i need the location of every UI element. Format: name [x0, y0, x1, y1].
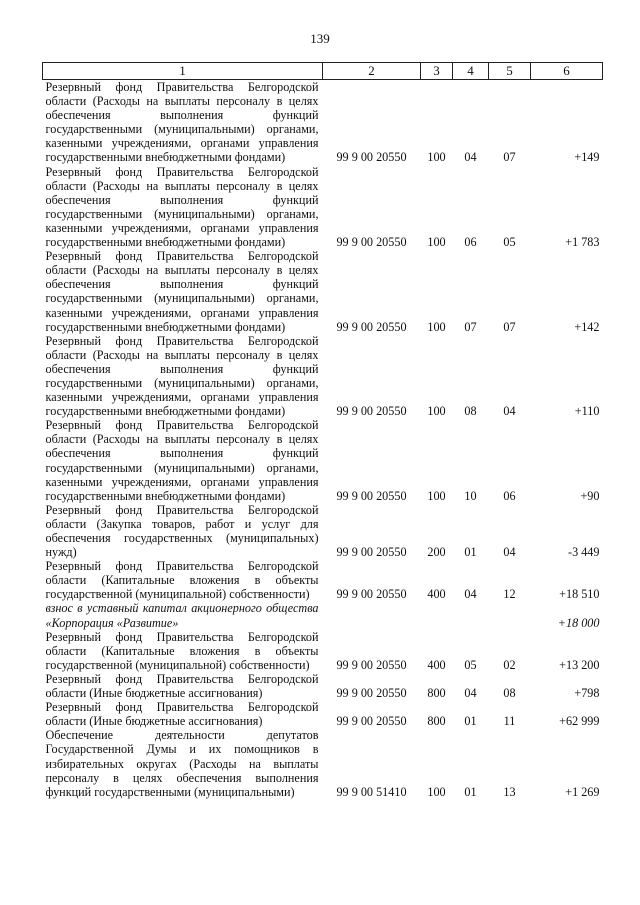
row-expense-type [421, 601, 453, 629]
row-amount: +110 [574, 404, 600, 419]
row-subsection: 04 [503, 404, 516, 419]
row-description: Резервный фонд Правительства Белгородской области (Расходы на выплаты персоналу в целях обеспечения выполнения функций государственными (муниципальными) органами, казенными учреждениями, органами управления государственными внебюджетными фондами) [45, 418, 319, 503]
row-amount: +18 000 [557, 615, 600, 630]
row-description: Резервный фонд Правительства Белгородской области (Расходы на выплаты персоналу в целях обеспечения выполнения функций государственными (муниципальными) органами, казенными учреждениями, органами управления государственными внебюджетными фондами) [45, 333, 319, 419]
row-subsection: 07 [503, 150, 516, 165]
row-subsection: 07 [503, 319, 516, 334]
row-amount: +90 [580, 488, 600, 503]
row-expense-type: 100 [427, 319, 446, 334]
row-subsection: 08 [503, 686, 516, 701]
table-row [43, 503, 603, 559]
row-description: Резервный фонд Правительства Белгородской области (Иные бюджетные ассигнования) [45, 700, 319, 729]
row-amount: +13 200 [559, 657, 600, 672]
row-target-code: 99 9 00 20550 [336, 545, 407, 560]
row-subsection: 02 [503, 657, 516, 672]
row-amount: +1 269 [565, 784, 600, 799]
table-row [43, 165, 603, 250]
row-target-code: 99 9 00 20550 [336, 686, 407, 701]
row-description: Резервный фонд Правительства Белгородской области (Расходы на выплаты персоналу в целях обеспечения выполнения функций государственными (муниципальными) органами, казенными учреждениями, органами управления государственными внебюджетными фондами) [45, 164, 319, 250]
row-expense-type: 100 [427, 150, 446, 165]
header-col-2: 2 [323, 63, 421, 80]
row-description: Резервный фонд Правительства Белгородской области (Капитальные вложения в объекты государственной (муниципальной) собственности) [45, 559, 319, 602]
row-subsection: 04 [503, 545, 516, 560]
row-expense-type: 100 [427, 404, 446, 419]
header-col-1: 1 [43, 63, 323, 80]
row-subsection: 13 [503, 784, 516, 799]
row-description: Резервный фонд Правительства Белгородской области (Иные бюджетные ассигнования) [45, 671, 319, 701]
row-section: 01 [464, 545, 477, 560]
row-section: 08 [464, 404, 477, 419]
table-row [43, 249, 603, 334]
table-row [43, 672, 603, 700]
row-section: 04 [464, 587, 477, 602]
row-description: взнос в уставный капитал акционерного общества «Корпорация «Развитие» [45, 601, 319, 630]
row-target-code: 99 9 00 20550 [336, 319, 407, 334]
row-section [453, 601, 489, 629]
row-target-code: 99 9 00 20550 [336, 714, 407, 729]
row-subsection: 05 [503, 235, 516, 250]
row-section: 05 [464, 657, 477, 672]
row-subsection: 06 [503, 488, 516, 503]
row-amount: +798 [574, 686, 600, 701]
row-expense-type: 400 [427, 657, 446, 672]
row-amount: +62 999 [559, 714, 600, 729]
row-amount: +1 783 [565, 235, 600, 250]
row-expense-type: 400 [427, 587, 446, 602]
row-description: Резервный фонд Правительства Белгородской области (Расходы на выплаты персоналу в целях обеспечения выполнения функций государственными (муниципальными) органами, казенными учреждениями, органами управления государственными внебюджетными фондами) [45, 249, 319, 334]
table-row [43, 700, 603, 728]
row-expense-type: 100 [427, 488, 446, 503]
table-body [43, 80, 603, 799]
row-amount: +149 [574, 150, 600, 165]
row-section: 04 [464, 686, 477, 701]
row-amount: +18 510 [559, 587, 600, 602]
row-section: 04 [464, 150, 477, 165]
page-number: 139 [310, 31, 330, 46]
row-section: 01 [464, 784, 477, 799]
row-subsection: 11 [503, 714, 516, 729]
row-section: 06 [464, 235, 477, 250]
row-target-code: 99 9 00 20550 [336, 150, 407, 165]
table-row [43, 630, 603, 672]
budget-table [42, 62, 603, 799]
table-header-row [43, 63, 603, 80]
row-target-code: 99 9 00 20550 [336, 657, 407, 672]
table-row [43, 418, 603, 503]
table-row [43, 559, 603, 601]
row-section: 07 [464, 319, 477, 334]
row-subsection: 12 [503, 587, 516, 602]
table-row [43, 80, 603, 165]
row-section: 01 [464, 714, 477, 729]
row-expense-type: 200 [427, 545, 446, 560]
table-row [43, 334, 603, 419]
header-col-4: 4 [453, 63, 489, 80]
row-target-code: 99 9 00 20550 [336, 488, 407, 503]
row-target-code [323, 601, 421, 629]
row-target-code: 99 9 00 20550 [336, 587, 407, 602]
row-amount: +142 [574, 319, 600, 334]
header-col-5: 5 [489, 63, 531, 80]
row-description: Обеспечение деятельности депутатов Государственной Думы и их помощников в избирательных округах (Расходы на выплаты персоналу в целях обеспечения выполнения функций государственными (муниципальными) [45, 728, 319, 799]
row-subsection [489, 601, 531, 629]
header-col-3: 3 [421, 63, 453, 80]
table-row [43, 728, 603, 798]
row-expense-type: 100 [427, 784, 446, 799]
row-description: Резервный фонд Правительства Белгородской области (Расходы на выплаты персоналу в целях обеспечения выполнения функций государственными (муниципальными) органами, казенными учреждениями, органами управления государственными внебюджетными фондами) [45, 80, 319, 165]
row-description: Резервный фонд Правительства Белгородской области (Закупка товаров, работ и услуг для обеспечения государственных (муниципальных) нужд) [45, 502, 319, 560]
header-col-6: 6 [531, 63, 603, 80]
row-expense-type: 800 [427, 686, 446, 701]
row-expense-type: 800 [427, 714, 446, 729]
row-description: Резервный фонд Правительства Белгородской области (Капитальные вложения в объекты государственной (муниципальной) собственности) [45, 629, 319, 672]
row-target-code: 99 9 00 51410 [336, 784, 407, 799]
row-amount: -3 449 [568, 545, 600, 560]
row-section: 10 [464, 488, 477, 503]
row-target-code: 99 9 00 20550 [336, 235, 407, 250]
row-expense-type: 100 [427, 235, 446, 250]
row-target-code: 99 9 00 20550 [336, 404, 407, 419]
table-row [43, 601, 603, 629]
